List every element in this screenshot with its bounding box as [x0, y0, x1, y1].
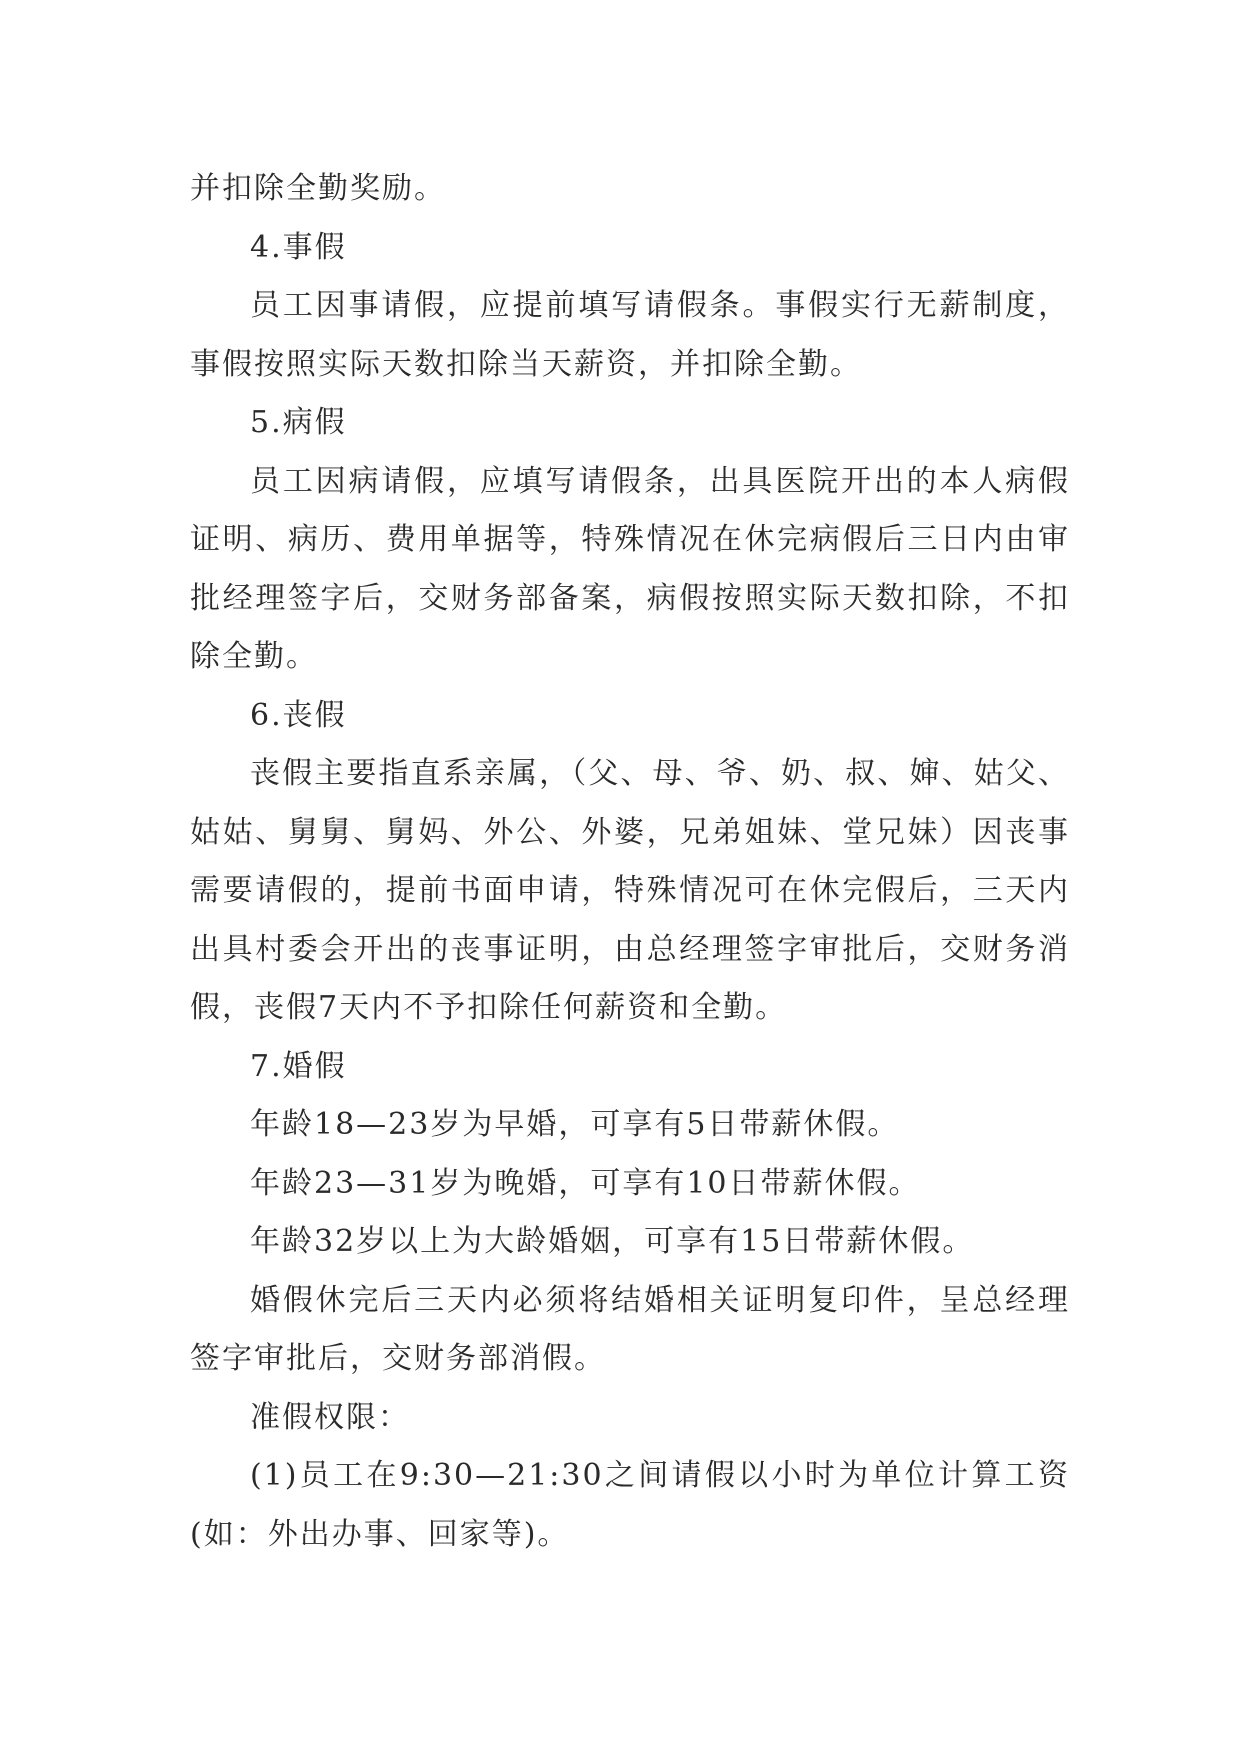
heading-approval-authority: 准假权限：	[250, 1399, 410, 1435]
paragraph-approval-item-1: (1)员工在9:30—21:30之间请假以小时为单位计算工资(如：外出办事、回家等)。	[190, 1458, 1070, 1552]
paragraph-older-marriage: 年龄32岁以上为大龄婚姻，可享有15日带薪休假。	[250, 1224, 975, 1259]
heading-personal-leave: 4.事假	[250, 229, 347, 265]
heading-sick-leave: 5.病假	[250, 405, 347, 440]
document-page	[190, 160, 1070, 1564]
paragraph-early-marriage: 年龄18—23岁为早婚，可享有5日带薪休假。	[250, 1107, 900, 1142]
heading-bereavement-leave: 6.丧假	[250, 697, 347, 733]
paragraph-continuation: 并扣除全勤奖励。	[190, 171, 446, 206]
heading-marriage-leave: 7.婚假	[250, 1048, 347, 1084]
paragraph-bereavement-leave: 丧假主要指直系亲属，（父、母、爷、奶、叔、婶、姑父、姑姑、舅舅、舅妈、外公、外婆，兄弟姐妹、堂兄妹）因丧事需要请假的，提前书面申请，特殊情况可在休完假后，三天内出具村委会开出的丧事证明，由总经理签字审批后，交财务消假，丧假7天内不予扣除任何薪资和全勤。	[190, 756, 1070, 1025]
paragraph-late-marriage: 年龄23—31岁为晚婚，可享有10日带薪休假。	[250, 1165, 921, 1201]
paragraph-personal-leave: 员工因事请假，应提前填写请假条。事假实行无薪制度，事假按照实际天数扣除当天薪资，并扣除全勤。	[190, 288, 1070, 382]
paragraph-sick-leave: 员工因病请假，应填写请假条，出具医院开出的本人病假证明、病历、费用单据等，特殊情况在休完病假后三日内由审批经理签字后，交财务部备案，病假按照实际天数扣除，不扣除全勤。	[190, 463, 1070, 674]
paragraph-marriage-procedure: 婚假休完后三天内必须将结婚相关证明复印件，呈总经理签字审批后，交财务部消假。	[190, 1282, 1070, 1376]
